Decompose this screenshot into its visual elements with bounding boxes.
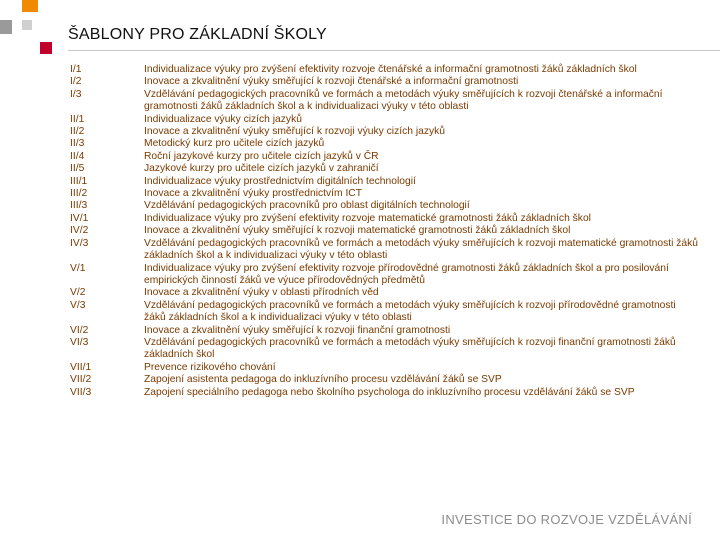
template-description: Vzdělávání pedagogických pracovníků pro oblast digitálních technologií (144, 200, 470, 212)
list-item (70, 362, 698, 374)
template-description: Vzdělávání pedagogických pracovníků ve formách a metodách výuky směřujících k rozvoji přírodovědné gramotnosti žáků základních škol a k individualizaci výuky v této oblasti (144, 299, 676, 324)
template-description: Individualizace výuky prostřednictvím digitálních technologií (144, 175, 416, 187)
template-description: Zapojení speciálního pedagoga nebo školního psychologa do inkluzívního procesu vzdělávání žáků se SVP (144, 386, 635, 398)
template-code: VI/3 (70, 336, 89, 348)
template-description: Individualizace výuky pro zvýšení efektivity rozvoje matematické gramotnosti žáků základních škol (144, 212, 591, 224)
template-code: VII/1 (70, 361, 92, 373)
list-item (70, 213, 698, 225)
list-item (70, 188, 698, 200)
logo-square-light (22, 20, 32, 30)
template-description: Inovace a zkvalitnění výuky směřující k rozvoji výuky cizích jazyků (144, 126, 446, 138)
template-description: Prevence rizikového chování (144, 361, 276, 373)
template-description: Jazykové kurzy pro učitele cizích jazyků v zahraničí (144, 163, 379, 175)
template-code: I/2 (70, 76, 82, 88)
template-code: IV/1 (70, 212, 89, 224)
template-code: VII/2 (70, 374, 92, 386)
template-code: II/1 (70, 113, 85, 125)
title-divider (68, 50, 720, 51)
template-code: II/2 (70, 126, 85, 138)
list-item (70, 337, 698, 362)
template-code: II/3 (70, 138, 85, 150)
template-description: Inovace a zkvalitnění výuky směřující k rozvoji čtenářské a informační gramotnosti (144, 76, 519, 88)
list-item (70, 387, 698, 399)
template-description: Individualizace výuky pro zvýšení efektivity rozvoje čtenářské a informační gramotnosti žáků základních škol (144, 64, 637, 75)
list-item (70, 114, 698, 126)
template-code: VII/3 (70, 386, 92, 398)
list-item (70, 76, 698, 88)
footer-slogan: INVESTICE DO ROZVOJE VZDĚLÁVÁNÍ (441, 512, 692, 527)
template-code: I/3 (70, 88, 82, 100)
list-item (70, 64, 698, 76)
list-item (70, 151, 698, 163)
list-item (70, 200, 698, 212)
template-code: IV/3 (70, 237, 89, 249)
template-code: V/2 (70, 287, 86, 299)
list-item (70, 126, 698, 138)
template-description: Inovace a zkvalitnění výuky směřující k rozvoji matematické gramotnosti žáků základních škol (144, 225, 571, 237)
template-code: V/1 (70, 262, 86, 274)
template-description: Vzdělávání pedagogických pracovníků ve formách a metodách výuky směřujících k rozvoji čtenářské a informační gramotnosti žáků základních škol a k individualizaci výuky v této oblasti (144, 88, 663, 113)
list-item (70, 176, 698, 188)
template-description: Individualizace výuky cizích jazyků (144, 113, 302, 125)
template-description: Metodický kurz pro učitele cizích jazyků (144, 138, 325, 150)
template-code: VI/2 (70, 324, 89, 336)
template-description: Zapojení asistenta pedagoga do inkluzívního procesu vzdělávání žáků se SVP (144, 374, 502, 386)
list-item (70, 89, 698, 114)
template-description: Inovace a zkvalitnění výuky v oblasti přírodních věd (144, 287, 379, 299)
template-description: Inovace a zkvalitnění výuky směřující k rozvoji finanční gramotnosti (144, 324, 451, 336)
list-item (70, 263, 698, 288)
list-item (70, 138, 698, 150)
page-title: ŠABLONY PRO ZÁKLADNÍ ŠKOLY (68, 26, 327, 43)
template-code: III/3 (70, 200, 88, 212)
list-item (70, 287, 698, 299)
list-item (70, 238, 698, 263)
template-code: III/1 (70, 175, 88, 187)
list-item (70, 163, 698, 175)
template-code: II/5 (70, 163, 85, 175)
template-list (70, 64, 698, 399)
template-description: Vzdělávání pedagogických pracovníků ve formách a metodách výuky směřujících k rozvoji matematické gramotnosti žáků základních škol a k individualizaci výuky v této oblasti (144, 237, 698, 262)
template-code: II/4 (70, 150, 85, 162)
template-description: Vzdělávání pedagogických pracovníků ve formách a metodách výuky směřujících k rozvoji finanční gramotnosti žáků základních škol (144, 336, 676, 361)
template-code: III/2 (70, 188, 88, 200)
logo-square-grey (0, 20, 12, 34)
list-item (70, 300, 698, 325)
template-description: Roční jazykové kurzy pro učitele cizích jazyků v ČR (144, 150, 379, 162)
list-item (70, 374, 698, 386)
list-item (70, 225, 698, 237)
logo-square-red (40, 42, 52, 54)
logo-square-orange (22, 0, 38, 12)
template-description: Inovace a zkvalitnění výuky prostřednictvím ICT (144, 188, 363, 200)
template-code: IV/2 (70, 225, 89, 237)
template-description: Individualizace výuky pro zvýšení efektivity rozvoje přírodovědné gramotnosti žáků základních škol a pro posilování empirických činností žáků ve výuce přírodovědných předmětů (144, 262, 669, 286)
template-code: V/3 (70, 299, 86, 311)
list-item (70, 325, 698, 337)
template-code: I/1 (70, 64, 82, 75)
